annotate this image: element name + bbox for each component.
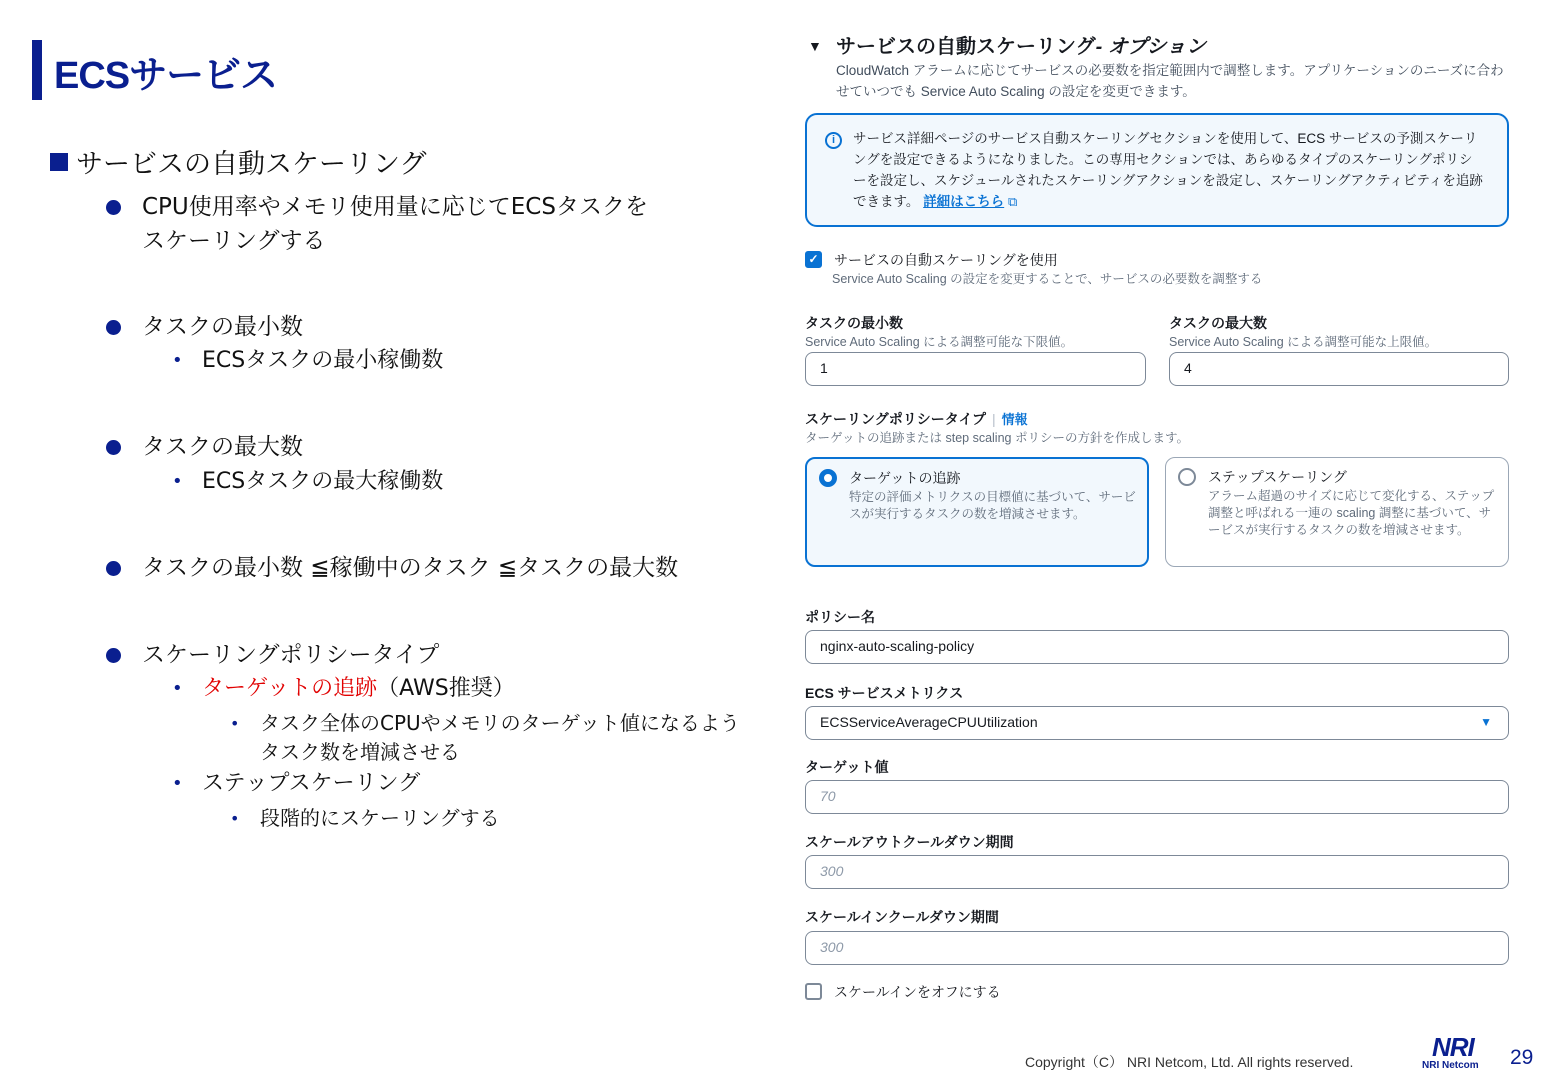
bullet-cpu-memory: [106, 190, 648, 258]
bullet-text: タスクの最小数: [142, 314, 303, 340]
title-accent-bar: [32, 40, 42, 100]
sub-bullet-min-tasks: [172, 345, 443, 376]
bullet-task-range: [106, 551, 678, 585]
external-link-icon: ⧉: [1007, 194, 1018, 209]
detail-text: 段階的にスケーリングする: [260, 806, 500, 830]
sub-bullet-icon: •: [172, 471, 183, 492]
disable-scale-in-label: スケールインをオフにする: [834, 984, 1001, 1000]
detail-bullet-icon: •: [230, 809, 240, 828]
sub-bullet-step-scaling: [172, 768, 420, 799]
metric-select[interactable]: [805, 706, 1509, 740]
policy-type-info-link[interactable]: 情報: [1001, 412, 1028, 427]
radio-step-scaling[interactable]: [1178, 468, 1196, 486]
sub-bullet-text: ECSタスクの最小稼働数: [202, 348, 444, 373]
divider: |: [992, 411, 996, 427]
sub-bullet-text: ECSタスクの最大稼働数: [202, 469, 444, 494]
bullet-dot-icon: [106, 648, 121, 663]
dropdown-caret-icon: ▼: [1480, 715, 1492, 729]
sub-bullet-icon: •: [172, 773, 183, 794]
bullet-text: スケーリングする: [142, 228, 326, 254]
tile-title: ターゲットの追跡: [849, 470, 961, 486]
copyright-text: Copyright（C） NRI Netcom, Ltd. All rights reserved.: [1025, 1054, 1354, 1070]
sub-bullet-text: ステップスケーリング: [202, 771, 421, 796]
aws-recommended-note: （AWS推奨）: [377, 676, 515, 701]
bullet-dot-icon: [106, 561, 121, 576]
use-autoscaling-label: サービスの自動スケーリングを使用: [834, 252, 1058, 268]
use-autoscaling-desc: Service Auto Scaling の設定を変更することで、サービスの必要数を調整する: [832, 272, 1263, 286]
square-bullet-icon: [50, 153, 68, 171]
info-icon: i: [825, 132, 842, 149]
slide-heading: [50, 142, 426, 181]
min-tasks-input[interactable]: 1: [805, 352, 1146, 386]
radio-target-tracking[interactable]: [819, 469, 837, 487]
expand-caret-icon[interactable]: ▼: [808, 38, 822, 54]
scale-in-cooldown-label: スケールインクールダウン期間: [805, 909, 999, 925]
bullet-min-tasks: [106, 310, 303, 344]
bullet-policy-type: [106, 638, 439, 672]
max-tasks-desc: Service Auto Scaling による調整可能な上限値。: [1169, 335, 1438, 349]
bullet-text: CPU使用率やメモリ使用量に応じてECSタスクを: [142, 194, 648, 220]
policy-type-desc: ターゲットの追跡または step scaling ポリシーの方針を作成します。: [805, 431, 1189, 445]
tile-title: ステップスケーリング: [1208, 469, 1347, 485]
sub-bullet-icon: •: [172, 678, 183, 699]
tile-desc: 特定の評価メトリクスの目標値に基づいて、サービスが実行するタスクの数を増減させます。: [849, 490, 1136, 521]
use-autoscaling-checkbox[interactable]: ✓: [805, 251, 822, 268]
bullet-dot-icon: [106, 200, 121, 215]
min-tasks-label: タスクの最小数: [805, 315, 903, 331]
sub-bullet-max-tasks: [172, 466, 443, 497]
scale-out-cooldown-input[interactable]: 300: [805, 855, 1509, 889]
nri-logo: NRI: [1432, 1032, 1474, 1062]
disable-scale-in-checkbox[interactable]: [805, 983, 822, 1000]
policy-type-label: スケーリングポリシータイプ | 情報: [805, 411, 1028, 427]
detail-text: タスク全体のCPUやメモリのターゲット値になるよう: [260, 711, 740, 735]
scale-out-cooldown-label: スケールアウトクールダウン期間: [805, 834, 1014, 850]
policy-name-label: ポリシー名: [805, 609, 875, 625]
tile-step-scaling[interactable]: [1165, 457, 1509, 567]
target-value-label: ターゲット値: [805, 759, 889, 775]
detail-bullet-icon: •: [230, 714, 240, 733]
tile-target-tracking[interactable]: [805, 457, 1149, 567]
bullet-text: スケーリングポリシータイプ: [142, 642, 440, 668]
metric-label: ECS サービスメトリクス: [805, 685, 964, 701]
metric-select-value: ECSServiceAverageCPUUtilization: [820, 714, 1038, 730]
info-alert: [805, 113, 1509, 227]
bullet-dot-icon: [106, 440, 121, 455]
bullet-text: タスクの最大数: [142, 434, 303, 460]
bullet-text: タスクの最小数 ≦稼働中のタスク ≦タスクの最大数: [142, 555, 679, 581]
policy-name-input[interactable]: nginx-auto-scaling-policy: [805, 630, 1509, 664]
sub-bullet-target-tracking: [172, 673, 515, 704]
detail-step-scaling: [230, 804, 500, 833]
page-number: 29: [1510, 1046, 1534, 1069]
target-tracking-highlight: ターゲットの追跡: [202, 676, 378, 701]
bullet-dot-icon: [106, 320, 121, 335]
detail-target-tracking: [230, 709, 740, 767]
target-value-input[interactable]: 70: [805, 780, 1509, 814]
section-title[interactable]: サービスの自動スケーリング- オプション: [836, 36, 1207, 58]
detail-text: タスク数を増減させる: [260, 740, 460, 764]
info-alert-text: サービス詳細ページのサービス自動スケーリングセクションを使用して、ECS サービスの予測スケーリングを設定できるようになりました。この専用セクションでは、あらゆるタイプのスケーリングポリシーを設定し、スケジュールされたスケーリングアクションを設定し、スケーリングアクティビティを追跡できます。 詳細はこちら ⧉: [853, 131, 1483, 209]
scale-in-cooldown-input[interactable]: 300: [805, 931, 1509, 965]
section-description: CloudWatch アラームに応じてサービスの必要数を指定範囲内で調整します。アプリケーションのニーズに合わせていつでも Service Auto Scaling の設定を変更できます。: [836, 63, 1504, 99]
slide-heading-text: サービスの自動スケーリング: [76, 149, 427, 180]
min-tasks-desc: Service Auto Scaling による調整可能な下限値。: [805, 335, 1074, 349]
sub-bullet-icon: •: [172, 350, 183, 371]
bullet-max-tasks: [106, 430, 303, 464]
learn-more-link[interactable]: 詳細はこちら: [923, 194, 1005, 209]
max-tasks-label: タスクの最大数: [1169, 315, 1267, 331]
slide-title: ECSサービス: [54, 55, 278, 97]
nri-logo-subtext: NRI Netcom: [1422, 1060, 1479, 1071]
tile-desc: アラーム超過のサイズに応じて変化する、ステップ調整と呼ばれる一連の scaling 調整に基づいて、サービスが実行するタスクの数を増減させます。: [1208, 489, 1495, 537]
max-tasks-input[interactable]: 4: [1169, 352, 1509, 386]
